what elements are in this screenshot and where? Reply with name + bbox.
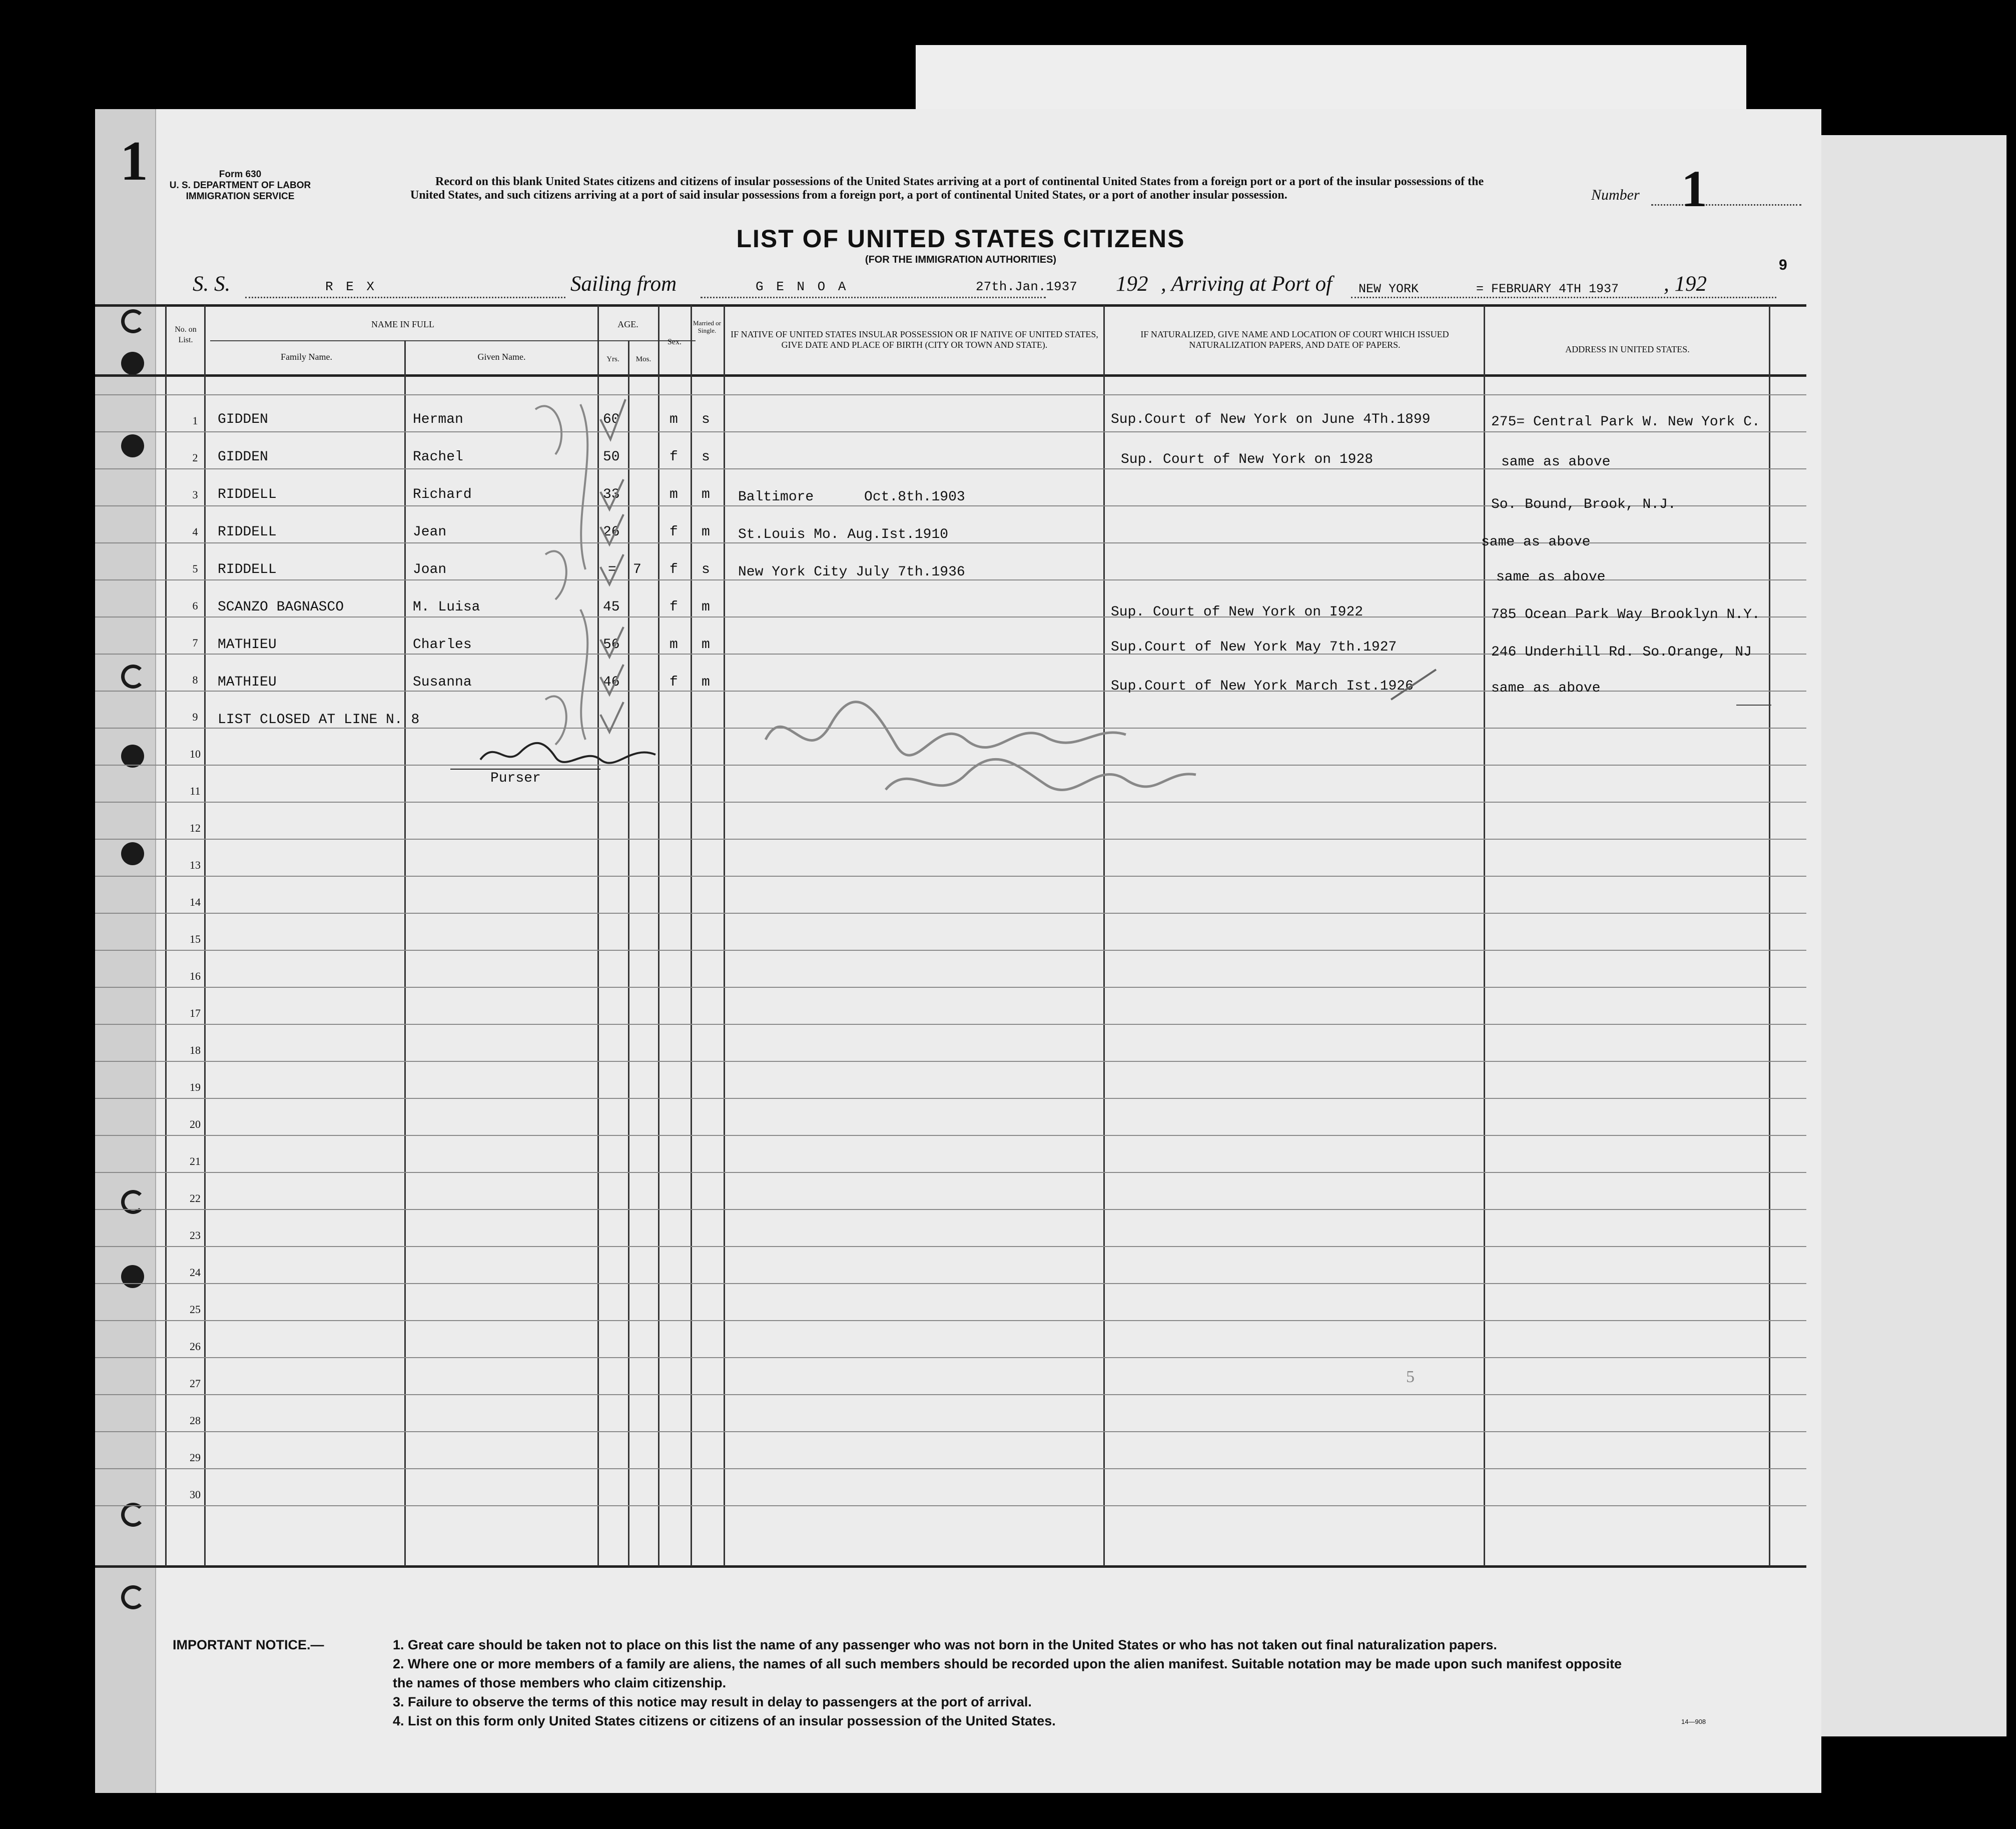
punch-hole bbox=[121, 309, 145, 333]
row-number: 3 bbox=[192, 488, 198, 501]
given-name: Herman bbox=[413, 412, 463, 427]
col-header-sex: Sex. bbox=[667, 338, 682, 346]
age-years: 26 bbox=[603, 524, 620, 540]
sex: f bbox=[669, 599, 678, 615]
service: IMMIGRATION SERVICE bbox=[186, 191, 295, 202]
row-rule bbox=[95, 1320, 1806, 1321]
row-number: 27 bbox=[190, 1377, 201, 1390]
given-name: Jean bbox=[413, 524, 447, 540]
notice-item: 3. Failure to observe the terms of this notice may result in delay to passengers at the port of arrival. bbox=[393, 1694, 1032, 1709]
row-number: 1 bbox=[192, 414, 198, 427]
row-number: 12 bbox=[190, 822, 201, 834]
us-address: same as above bbox=[1481, 534, 1591, 550]
row-number: 28 bbox=[190, 1414, 201, 1427]
sailing-port: G E N O A bbox=[756, 279, 849, 294]
row-number: 13 bbox=[190, 859, 201, 871]
row-number: 24 bbox=[190, 1266, 201, 1279]
given-name: Richard bbox=[413, 487, 472, 502]
table-top-rule bbox=[95, 304, 1806, 307]
us-address: 246 Underhill Rd. So.Orange, NJ bbox=[1491, 645, 1752, 660]
check-marks bbox=[525, 389, 676, 820]
notice-label: IMPORTANT NOTICE.— bbox=[173, 1637, 324, 1652]
col-header-age: AGE. bbox=[617, 319, 638, 329]
sailing-label: Sailing from bbox=[570, 272, 677, 296]
col-header-native: IF NATIVE OF UNITED STATES INSULAR POSSESSION OR IF NATIVE OF UNITED STATES, GIVE DATE AND PLACE OF BIRTH (CITY OR TOWN AND STATE). bbox=[731, 329, 1098, 350]
us-address: So. Bound, Brook, N.J. bbox=[1491, 497, 1676, 512]
notice-item: 1. Great care should be taken not to place on this list the name of any passenger who was not born in the United States or who has not taken out final naturalization papers. bbox=[393, 1637, 1497, 1652]
col-rule bbox=[691, 305, 692, 1566]
form-info bbox=[165, 169, 315, 202]
form-subtitle: (FOR THE IMMIGRATION AUTHORITIES) bbox=[865, 254, 1057, 265]
form-code: 14—908 bbox=[1681, 1718, 1706, 1725]
row-number: 11 bbox=[190, 785, 201, 797]
form-number: Form 630 bbox=[219, 169, 262, 180]
row-rule bbox=[95, 913, 1806, 914]
col-header-given: Given Name. bbox=[477, 352, 526, 362]
age-years: 46 bbox=[603, 675, 620, 690]
naturalization-court: Sup. Court of New York on I922 bbox=[1111, 604, 1364, 620]
us-address: same as above bbox=[1491, 681, 1601, 696]
punch-hole bbox=[121, 1190, 145, 1214]
list-closed-note: LIST CLOSED AT LINE N. 8 bbox=[218, 712, 420, 728]
family-name: GIDDEN bbox=[218, 412, 268, 427]
birth-place-date: New York City July 7th.1936 bbox=[738, 564, 965, 580]
family-name: GIDDEN bbox=[218, 449, 268, 465]
notice-item: 2. Where one or more members of a family are aliens, the names of all such members should be recorded upon the alien manifest. Suitable notation may be made upon such manifest opposite the names of those members who claim citizenship. bbox=[393, 1656, 1622, 1690]
punch-hole bbox=[121, 1265, 144, 1288]
row-rule bbox=[95, 1505, 1806, 1506]
family-name: RIDDELL bbox=[218, 487, 277, 502]
arrival-port: NEW YORK bbox=[1359, 282, 1419, 296]
row-number: 15 bbox=[190, 933, 201, 945]
row-rule bbox=[95, 1357, 1806, 1358]
row-rule bbox=[95, 1431, 1806, 1432]
col-rule bbox=[724, 305, 725, 1566]
sex: m bbox=[669, 412, 678, 427]
naturalization-court: Sup. Court of New York on 1928 bbox=[1121, 452, 1374, 467]
sex: f bbox=[669, 675, 678, 690]
age-months: 7 bbox=[633, 562, 641, 577]
punch-hole bbox=[121, 665, 145, 689]
col-header-family: Family Name. bbox=[281, 352, 332, 362]
row-number: 4 bbox=[192, 525, 198, 538]
birth-place-date: Baltimore Oct.8th.1903 bbox=[738, 489, 965, 505]
arrival-line bbox=[1351, 297, 1776, 298]
marital-status: m bbox=[702, 524, 710, 540]
us-address: same as above bbox=[1501, 454, 1611, 470]
row-number: 17 bbox=[190, 1007, 201, 1019]
given-name: M. Luisa bbox=[413, 599, 480, 615]
punch-hole bbox=[121, 1503, 145, 1527]
row-rule bbox=[95, 1394, 1806, 1395]
sailing-date: 27th.Jan.1937 bbox=[976, 279, 1077, 294]
us-address: 275= Central Park W. New York C. bbox=[1491, 414, 1760, 430]
adjacent-page-strip bbox=[1821, 135, 2006, 1736]
marital-status: m bbox=[702, 487, 710, 502]
row-number: 18 bbox=[190, 1044, 201, 1056]
row-rule bbox=[95, 876, 1806, 877]
marital-status: m bbox=[702, 675, 710, 690]
us-address: 785 Ocean Park Way Brooklyn N.Y. bbox=[1491, 607, 1760, 623]
naturalization-court: Sup.Court of New York May 7th.1927 bbox=[1111, 640, 1397, 655]
marital-status: s bbox=[702, 562, 710, 577]
row-number: 29 bbox=[190, 1451, 201, 1464]
row-number: 26 bbox=[190, 1340, 201, 1353]
row-rule bbox=[95, 394, 1806, 395]
row-number: 9 bbox=[192, 711, 198, 723]
col-header-address: ADDRESS IN UNITED STATES. bbox=[1565, 344, 1690, 354]
family-name: RIDDELL bbox=[218, 524, 277, 540]
ss-label: S. S. bbox=[193, 272, 231, 296]
col-rule bbox=[165, 305, 167, 1566]
row-rule bbox=[95, 839, 1806, 840]
given-name: Susanna bbox=[413, 675, 472, 690]
sailing-line bbox=[701, 297, 1046, 298]
header-bottom-rule bbox=[95, 374, 1806, 377]
inspector-signature bbox=[746, 690, 1246, 810]
purser-label: Purser bbox=[490, 771, 541, 786]
table-bottom-rule bbox=[95, 1565, 1806, 1568]
row-number: 2 bbox=[192, 451, 198, 464]
court-check-mark bbox=[1386, 665, 1446, 705]
arriving-label: , Arriving at Port of bbox=[1161, 272, 1332, 296]
row-number: 8 bbox=[192, 674, 198, 686]
row-number: 25 bbox=[190, 1303, 201, 1316]
row-number: 14 bbox=[190, 896, 201, 908]
row-rule bbox=[95, 1024, 1806, 1025]
marital-status: m bbox=[702, 599, 710, 615]
arrival-date: = FEBRUARY 4TH 1937 bbox=[1476, 282, 1619, 296]
family-name: RIDDELL bbox=[218, 562, 277, 577]
row-number: 5 bbox=[192, 562, 198, 575]
family-name: MATHIEU bbox=[218, 675, 277, 690]
row-number: 16 bbox=[190, 970, 201, 982]
row-number: 19 bbox=[190, 1081, 201, 1093]
row-number: 30 bbox=[190, 1488, 201, 1501]
naturalization-court: Sup.Court of New York March Ist.1926 bbox=[1111, 679, 1414, 694]
col-header-mos: Mos. bbox=[635, 355, 651, 363]
row-rule bbox=[95, 1135, 1806, 1136]
col-rule bbox=[1103, 305, 1105, 1566]
stray-mark: 5 bbox=[1406, 1368, 1415, 1386]
col-header-name: NAME IN FULL bbox=[371, 319, 434, 329]
marital-status: s bbox=[702, 412, 710, 427]
given-name: Charles bbox=[413, 637, 472, 653]
corner-number: 9 bbox=[1779, 257, 1787, 273]
row-number: 22 bbox=[190, 1192, 201, 1204]
number-label: Number bbox=[1591, 187, 1640, 203]
age-years: 56 bbox=[603, 637, 620, 653]
given-name: Rachel bbox=[413, 449, 463, 465]
punch-hole bbox=[121, 434, 144, 457]
age-years: = bbox=[608, 562, 616, 577]
sheet-number-left: 1 bbox=[120, 130, 148, 192]
row-number: 6 bbox=[192, 599, 198, 612]
sex: m bbox=[669, 487, 678, 502]
row-rule bbox=[95, 1098, 1806, 1099]
name-age-subrule bbox=[210, 340, 696, 341]
marital-status: s bbox=[702, 449, 710, 465]
col-rule bbox=[1769, 305, 1770, 1566]
number-line bbox=[1651, 204, 1801, 206]
naturalization-court: Sup.Court of New York on June 4Th.1899 bbox=[1111, 412, 1431, 427]
ship-line bbox=[245, 297, 565, 298]
age-years: 33 bbox=[603, 487, 620, 502]
row-rule bbox=[95, 1246, 1806, 1247]
row-number: 7 bbox=[192, 637, 198, 649]
form-title: LIST OF UNITED STATES CITIZENS bbox=[736, 225, 1185, 253]
notice-item: 4. List on this form only United States citizens or citizens of an insular possession of the United States. bbox=[393, 1713, 1056, 1728]
row-rule bbox=[95, 987, 1806, 988]
department: U. S. DEPARTMENT OF LABOR bbox=[169, 180, 311, 191]
row-number: 20 bbox=[190, 1118, 201, 1130]
age-years: 60 bbox=[603, 412, 620, 427]
col-header-no: No. on List. bbox=[175, 325, 197, 344]
row-rule bbox=[95, 950, 1806, 951]
sex: f bbox=[669, 524, 678, 540]
manifest-page bbox=[95, 109, 1821, 1793]
age-years: 45 bbox=[603, 599, 620, 615]
stray-dash bbox=[1736, 705, 1771, 706]
punch-hole bbox=[121, 842, 144, 865]
col-header-yrs: Yrs. bbox=[606, 355, 619, 363]
important-notice bbox=[173, 1635, 1624, 1730]
row-rule bbox=[95, 1209, 1806, 1210]
instructions-text: Record on this blank United States citizens and citizens of insular possessions of the United States arriving at a port of continental United States from a foreign port or a port of the insular possessions of the United States, and such citizens arriving at a port of said insular possessions from a foreign port, a port of continental United States, or a port of another insular possession. bbox=[410, 175, 1484, 202]
row-rule bbox=[95, 1061, 1806, 1062]
age-years: 50 bbox=[603, 449, 620, 465]
year-suffix-1: 192 bbox=[1116, 272, 1148, 296]
col-header-naturalized: IF NATURALIZED, GIVE NAME AND LOCATION OF COURT WHICH ISSUED NATURALIZATION PAPERS, AND DATE OF PAPERS. bbox=[1140, 329, 1449, 350]
number-value: 1 bbox=[1681, 160, 1707, 218]
row-number: 10 bbox=[190, 748, 201, 760]
sex: f bbox=[669, 562, 678, 577]
punch-hole bbox=[121, 352, 144, 375]
row-rule bbox=[95, 1468, 1806, 1469]
row-number: 23 bbox=[190, 1229, 201, 1242]
sex: f bbox=[669, 449, 678, 465]
given-name: Joan bbox=[413, 562, 447, 577]
ship-name: R E X bbox=[325, 279, 377, 294]
marital-status: m bbox=[702, 637, 710, 653]
row-rule bbox=[95, 431, 1806, 432]
family-name: SCANZO BAGNASCO bbox=[218, 599, 344, 615]
year-suffix-2: , 192 bbox=[1664, 272, 1707, 296]
birth-place-date: St.Louis Mo. Aug.Ist.1910 bbox=[738, 527, 949, 542]
us-address: same as above bbox=[1496, 569, 1606, 585]
row-number: 21 bbox=[190, 1155, 201, 1167]
col-rule bbox=[404, 340, 406, 1566]
row-rule bbox=[95, 1283, 1806, 1284]
col-rule bbox=[1484, 305, 1485, 1566]
family-name: MATHIEU bbox=[218, 637, 277, 653]
sex: m bbox=[669, 637, 678, 653]
col-header-married: Married or Single. bbox=[693, 319, 721, 334]
punch-hole bbox=[121, 1585, 145, 1609]
row-rule bbox=[95, 1172, 1806, 1173]
